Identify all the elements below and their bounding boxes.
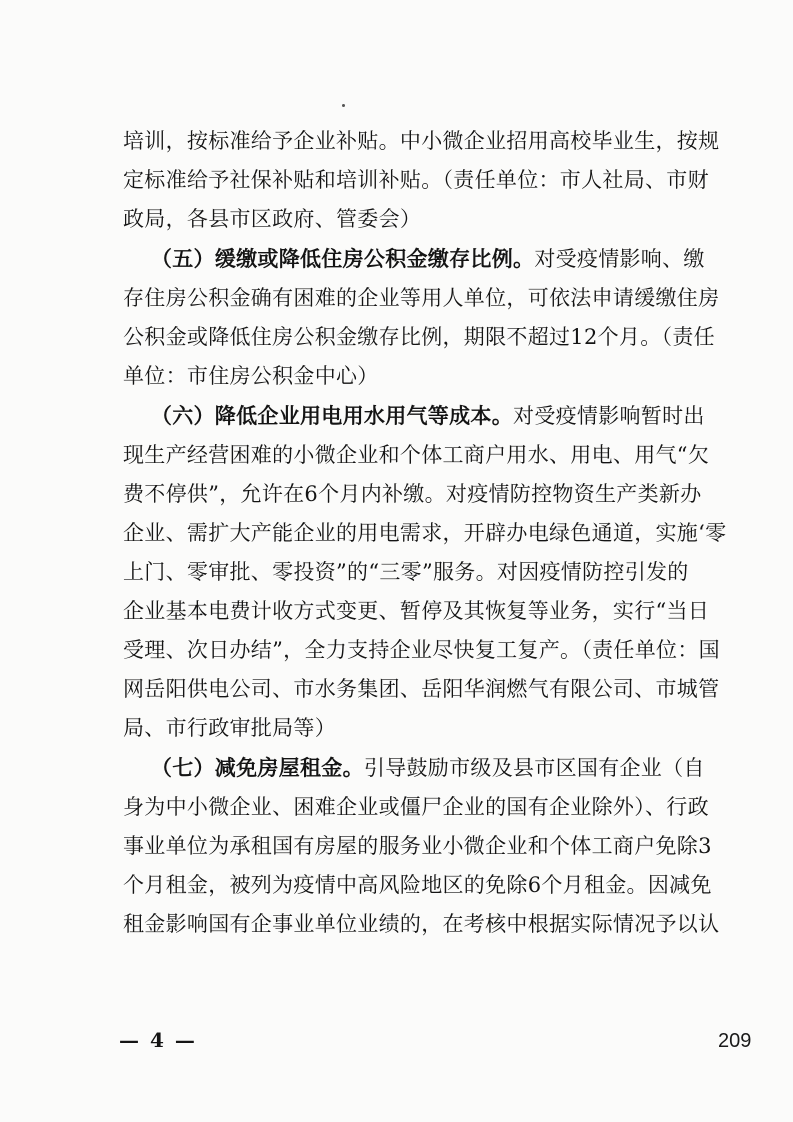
text-line: 上门、零审批、零投资”的“三零”服务。对因疫情防控引发的: [123, 560, 689, 584]
paragraph-training: [123, 122, 720, 239]
text-line: 现生产经营困难的小微企业和个体工商户用水、用电、用气“欠: [123, 443, 710, 467]
text-line: 受理、次日办结”，全力支持企业尽快复工复产。（责任单位：国: [123, 638, 720, 662]
paragraph-rent: [123, 748, 720, 944]
text-line: 身为中小微企业、困难企业或僵尸企业的国有企业除外）、行政: [123, 795, 709, 819]
paragraph-housing-fund: [123, 239, 720, 396]
text-line: 单位：市住房公积金中心）: [123, 364, 379, 388]
text-segment: 对受疫情影响、缴: [534, 247, 705, 271]
text-segment: 引导鼓励市级及县市区国有企业（自: [363, 756, 705, 780]
text-line: 个月租金，被列为疫情中高风险地区的免除6个月租金。因减免: [123, 873, 712, 897]
text-line: 局、市行政审批局等）: [123, 716, 336, 740]
text-line: 事业单位为承租国有房屋的服务业小微企业和个体工商户免除3: [123, 834, 712, 858]
body-text: [123, 122, 727, 944]
text-line: 培训，按标准给予企业补贴。中小微企业招用高校毕业生，按规: [123, 129, 720, 153]
text-line: 企业基本电费计收方式变更、暂停及其恢复等业务，实行“当日: [123, 599, 710, 623]
page-number: — 4 —: [119, 1028, 197, 1052]
text-line: 网岳阳供电公司、市水务集团、岳阳华润燃气有限公司、市城管: [123, 677, 720, 701]
section-heading-5: （五）缓缴或降低住房公积金缴存比例。: [150, 246, 535, 271]
text-line: 企业、需扩大产能企业的用电需求，开辟办电绿色通道，实施‘零: [123, 521, 727, 545]
section-heading-6: （六）降低企业用电用水用气等成本。: [150, 403, 514, 428]
stamp-number: 209: [718, 1030, 752, 1052]
text-line: [123, 748, 713, 788]
text-line: 定标准给予社保补贴和培训补贴。（责任单位：市人社局、市财: [123, 168, 709, 192]
text-segment: 对受疫情影响暂时出: [513, 404, 705, 428]
text-line: [123, 239, 713, 279]
text-line: 租金影响国有企事业单位业绩的，在考核中根据实际情况予以认: [123, 912, 720, 936]
text-line: 政局，各县市区政府、管委会）: [123, 207, 422, 231]
section-heading-7: （七）减免房屋租金。: [150, 755, 364, 780]
paragraph-utilities: [123, 396, 727, 748]
text-line: 公积金或降低住房公积金缴存比例，期限不超过12个月。（责任: [123, 325, 715, 349]
text-line: 费不停供”，允许在6个月内补缴。对疫情防控物资生产类新办: [123, 482, 702, 506]
scan-speck: [342, 104, 345, 107]
text-line: 存住房公积金确有困难的企业等用人单位，可依法申请缓缴住房: [123, 286, 720, 310]
text-line: [123, 396, 713, 436]
